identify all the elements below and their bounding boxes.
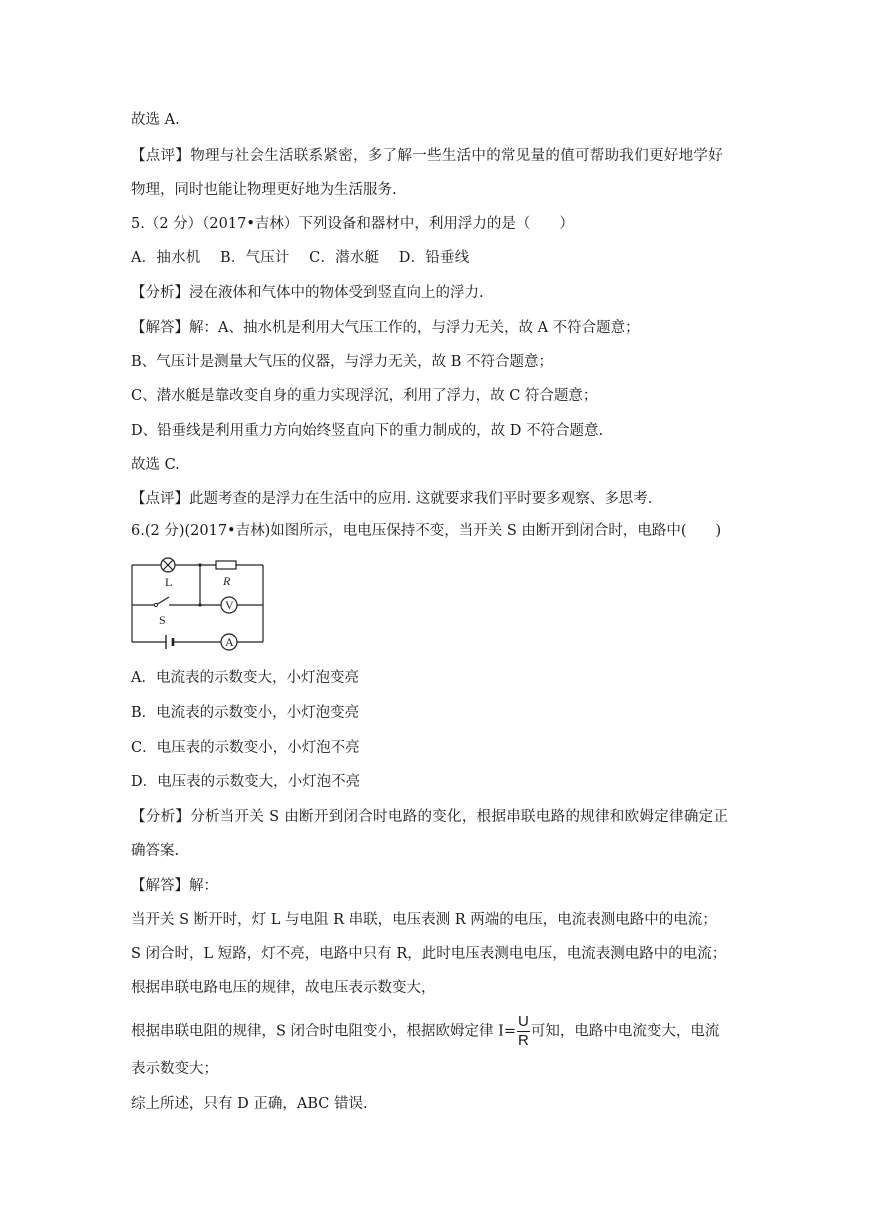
question-5-answer-line: D、铅垂线是利用重力方向始终竖直向下的重力制成的，故 D 不符合题意. — [131, 423, 604, 439]
ammeter-label: A — [225, 635, 234, 649]
question-6-solution-line: S 闭合时，L 短路，灯不亮，电路中只有 R，此时电压表测电电压，电流表测电路中的电流； — [131, 946, 727, 962]
question-5-stem: 5.（2 分）（2017•吉林）下列设备和器材中，利用浮力的是（ ） — [131, 216, 574, 232]
solution-text: 根据串联电阻的规律，S 闭合时电阻变小，根据欧姆定律 I= — [131, 1023, 517, 1040]
question-5-answer-line: C、潜水艇是靠改变自身的重力实现浮沉，利用了浮力，故 C 符合题意； — [131, 388, 598, 404]
question-5-options: A．抽水机 B．气压计 C．潜水艇 D．铅垂线 — [131, 250, 470, 266]
question-6-solution-head: 【解答】解： — [131, 878, 218, 894]
question-5-choice: 故选 C. — [131, 457, 180, 473]
question-5-answer-line: B、气压计是测量大气压的仪器，与浮力无关，故 B 不符合题意； — [131, 354, 554, 370]
fraction-numerator: U — [518, 1013, 529, 1030]
voltmeter-label: V — [225, 598, 234, 612]
question-6-solution-line: 表示数变大； — [131, 1061, 218, 1077]
resistor-label: R — [223, 574, 231, 588]
question-6-solution-line: 综上所述，只有 D 正确，ABC 错误. — [131, 1096, 368, 1112]
circuit-diagram — [129, 551, 269, 653]
question-6-stem: 6.(2 分)(2017•吉林)如图所示，电电压保持不变，当开关 S 由断开到闭合时，电路中( ) — [131, 523, 722, 539]
question-6-solution-line: 当开关 S 断开时，灯 L 与电阻 R 串联，电压表测 R 两端的电压，电流表测电路中的电流； — [131, 912, 717, 928]
question-5-analysis: 【分析】浸在液体和气体中的物体受到竖直向上的浮力. — [131, 285, 484, 301]
switch-label: S — [159, 613, 166, 627]
comment-line: 【点评】物理与社会生活联系紧密，多了解一些生活中的常见量的值可帮助我们更好地学好 — [131, 148, 723, 164]
question-6-option-a: A．电流表的示数变大，小灯泡变亮 — [131, 670, 359, 686]
ohm-law-fraction — [517, 1013, 530, 1050]
question-6-option-d: D．电压表的示数变大，小灯泡不亮 — [131, 774, 361, 790]
question-6-analysis: 【分析】分析当开关 S 由断开到闭合时电路的变化，根据串联电路的规律和欧姆定律确定正 — [131, 809, 729, 825]
comment-line: 物理，同时也能让物理更好地为生活服务. — [131, 182, 397, 198]
question-6-analysis: 确答案. — [131, 843, 180, 859]
question-6-solution-line: 根据串联电路电压的规律，故电压表示数变大， — [131, 980, 436, 996]
text-line: 故选 A. — [131, 112, 180, 128]
lamp-label: L — [165, 575, 173, 589]
fraction-denominator: R — [518, 1032, 529, 1049]
question-5-comment: 【点评】此题考查的是浮力在生活中的应用. 这就要求我们平时要多观察、多思考. — [131, 491, 653, 507]
question-6-solution-line — [131, 1013, 719, 1050]
question-6-option-b: B．电流表的示数变小，小灯泡变亮 — [131, 705, 360, 721]
question-6-option-c: C．电压表的示数变小，小灯泡不亮 — [131, 740, 360, 756]
solution-text: 可知，电路中电流变大，电流 — [530, 1023, 720, 1040]
question-5-answer-line: 【解答】解：A、抽水机是利用大气压工作的，与浮力无关，故 A 不符合题意； — [131, 320, 640, 336]
